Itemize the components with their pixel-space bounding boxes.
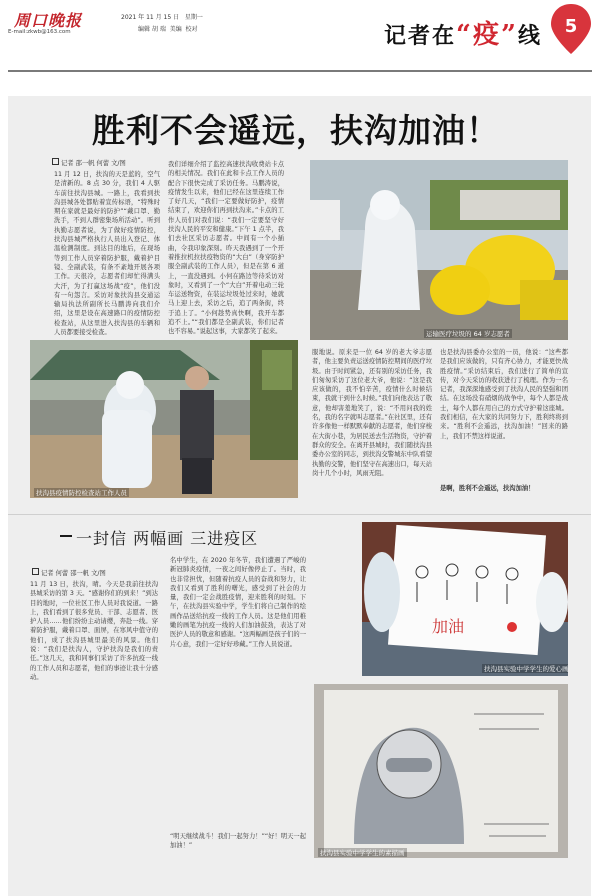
article2-end: “明天继续战斗！我们一起努力！”“好！明天一起加油！” bbox=[170, 833, 306, 850]
column-title bbox=[384, 14, 542, 51]
article2-col1: 11 月 13 日，扶沟，晴。今天是我前往扶沟县城采访的第 3 天。“感谢你们的到来！”到达目的地时，一位社区工作人员对我说道。一路上，我们看到了很多党员、干部、志愿者、医护人员……他们纷纷主动请缨，奔赴一线。穿着防护服，戴着口罩、面屏，在寒风中值守的他们，成了扶沟县城里最美的风景。他们说：“我们是扶沟人，守护扶沟是我们的责任。”这几天，我和同事们采访了许多抗疫一线的工作人员和志愿者，他们的事迹让我十分感动。 bbox=[30, 581, 158, 681]
article1-byline bbox=[52, 158, 126, 167]
editor-name: 胡 瑞 bbox=[151, 26, 166, 33]
article1-slogan: 是啊，胜利不会遥远，扶沟加油！ bbox=[440, 485, 535, 492]
article2-col2: 名中学生，在 2020 年冬节，我们遭遇了严峻的新冠肺炎疫情，一夜之间好像停止了。当时，我也非常担忧，但随着抗疫人员的奋战和努力，让我们又看到了胜利的曙光，感受到了社会的力量，我们一定会战胜疫情，迎来胜利的时刻。下午，在扶沟县实验中学，学生们将自己制作的绘画作品送给抗疫一线的工作人员。这是他们用稚嫩的画笔为抗疫一线的人们加油鼓劲，表达了对医护人员的敬意和感谢。“这两幅画是孩子们的一片心意，我们一定好好珍藏。”工作人员说道。 bbox=[170, 557, 306, 648]
article2-subhead: 一封信 两幅画 三进疫区 bbox=[76, 529, 259, 548]
photo-checkpoint-image bbox=[30, 340, 298, 498]
header-rule bbox=[8, 70, 592, 72]
proofreader-label: 校对 bbox=[185, 26, 198, 33]
article1-col1: 11 月 12 日，扶沟的天是蓝的，空气是清新的。8 点 30 分，我们 4 人驱车前往扶沟县城。一路上，我看到扶沟县城各处都贴着宣传标语，“特殊时期在家就是最好的防护”“戴口罩、勤洗手，不到人群密集场所活动”。听到执勤志愿者说，为了做好疫情防控，扶沟县城严格执行人员出入登记、体温检测制度。到达目的地后，在现场等到工作人员穿着防护服，戴着护目镜、全副武装，有条不紊地开展各项工作。天很冷，志愿者们却忙得满头大汗，为了打赢这场战“疫”，他们没有一句怨言。采访对象扶沟县交通运输局执法所副所长马鹏涛向我们介绍，这里是设在高速路口的疫情防控检查站，从这里进入扶沟县的车辆和人员都要接受检查。 bbox=[54, 171, 160, 336]
byline-square-icon bbox=[52, 158, 59, 165]
column-title-post: 线 bbox=[517, 23, 542, 49]
editor-line bbox=[138, 24, 198, 33]
article1-col3: 服地说。原来是一位 64 岁的老大爷志愿者，他主要负责运送疫情防控期间的医疗垃圾。由于时间紧急，还有别的采访任务，我们匆匆采访了这位老大爷，他说：“这是我应该做的，我不怕辛苦，疫情什么时候结束，我就干到什么时候。”我们向他表达了敬意，他却害羞地笑了，说：“不用问我的姓名，我的名字就叫志愿者。”在社区里，还有许多像他一样默默奉献的志愿者，他们穿梭在大街小巷，为居民送去生活物资，守护着群众的安全。在离开县城时，我们随扶沟县委办公室的同志，到扶沟交警城东中队看望执勤的交警，他们坚守在高速出口，每天站岗十几个小时，风雨无阻。 bbox=[312, 349, 432, 477]
section-divider bbox=[8, 514, 591, 515]
article2-byline bbox=[32, 568, 106, 577]
drawing-text: 加油 bbox=[432, 617, 465, 636]
article1-col4: 也是扶沟县委办公室的一员，他说：“这些都是我们应该做的，只有齐心协力，才能更快战胜疫情。”采访结束后，我们进行了简单的宣传，对今天采访的收获进行了梳理。作为一名记者，我深深地感受到了扶沟人民的坚强和团结。在这场没有硝烟的战争中，每个人都是战士，每个人都在用自己的方式守护着这座城。我们相信，在大家的共同努力下，胜利终将到来。“胜利不会遥远，扶沟加油！”回来的路上，我们不禁这样说道。 bbox=[440, 349, 568, 440]
caption-checkpoint: 扶沟县疫情防控检查站工作人员 bbox=[36, 489, 127, 497]
caption-sketch: 扶沟县实验中学学生的素描画 bbox=[320, 849, 405, 857]
photo-volunteer bbox=[310, 160, 568, 340]
column-title-mid: “疫” bbox=[456, 20, 518, 50]
photo-sketch-image bbox=[314, 684, 568, 858]
article2-byline-text: 记者 何蕾 邵一帆 文/图 bbox=[41, 570, 106, 577]
caption-volunteer: 运输医疗垃圾的 64 岁志愿者 bbox=[426, 330, 510, 338]
photo-volunteer-image bbox=[310, 160, 568, 340]
photo-sketch bbox=[314, 684, 568, 858]
issue-date: 2021 年 11 月 15 日 bbox=[121, 14, 180, 21]
column-title-pre: 记者在 bbox=[384, 23, 457, 49]
photo-drawing bbox=[362, 522, 568, 676]
page-number: 5 bbox=[564, 16, 578, 37]
photo-drawing-image bbox=[362, 522, 568, 676]
caption-drawing: 扶沟县实验中学学生的爱心画 bbox=[482, 664, 568, 673]
article1-col2: 我们详细介绍了监控高速扶沟收费站卡点的相关情况。我们在此和卡点工作人员的配合下很快完成了采访任务。马鹏涛说，疫情发生以来，他们已经在这里连续工作了好几天，“我们一定要做好防护，疫情结束了，欢迎你们再到扶沟来。”卡点的工作人员们对我们说：“我们一定要坚守好扶沟人民的平安和健康。”下午 1 点半，我们去社区采访志愿者。中间有一个小插曲，令我印象深刻。昨天我遇到了一个开着推拉机拉扶疫物资的“大白”（身穿防护服全副武装的工作人员），但是在第 6 道上，一直没遇到。小何在路边等待采访对象时，又看到了一个“大白”开着电动三轮车运送物资，在装运垃圾处过来时，她就马上迎上去，采访之后，追了两条街，终于追上了。“小何趁势真快啊，我开车都追不上。”“我们都是全副武装，你们记者也不容易。”说起这事，大家都笑了起来。 bbox=[168, 161, 284, 336]
dateline bbox=[121, 12, 203, 21]
masthead-logo: 周口晚报 bbox=[14, 11, 83, 30]
issue-weekday: 星期一 bbox=[184, 14, 203, 21]
email-address: E-mail:zkwb@163.com bbox=[8, 29, 71, 35]
byline-square-icon bbox=[32, 568, 39, 575]
article1-headline: 胜利不会遥远，扶沟加油！ bbox=[92, 111, 500, 150]
photo-checkpoint bbox=[30, 340, 298, 498]
article1-byline-text: 记者 邵一帆 何蕾 文/图 bbox=[61, 160, 126, 167]
editor-label: 编辑 bbox=[138, 26, 151, 33]
page-number-pin bbox=[548, 2, 594, 56]
subhead-dash bbox=[60, 535, 72, 537]
designer-label: 美编 bbox=[169, 26, 182, 33]
